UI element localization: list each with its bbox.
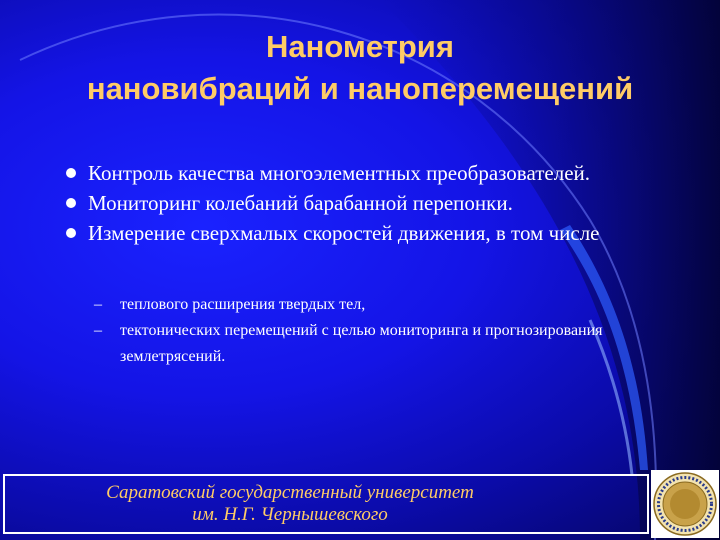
footer-line-1: Саратовский государственный университет — [106, 482, 474, 503]
slide-title — [0, 26, 720, 110]
sub-bullet-item — [92, 318, 692, 370]
sub-bullet-list — [92, 292, 692, 370]
sub-bullet-text: теплового расширения твердых тел, — [120, 296, 366, 313]
bullet-text: Контроль качества многоэлементных преобразователей. — [88, 161, 591, 185]
bullet-dot-icon — [66, 168, 76, 178]
bullet-text: Измерение сверхмалых скоростей движения, в том числе — [88, 221, 600, 245]
footer-box — [3, 474, 649, 534]
title-line-2: нановибраций и наноперемещений — [86, 71, 634, 106]
title-line-1: Нанометрия — [266, 29, 454, 64]
footer-text — [5, 482, 575, 526]
bullet-item — [62, 220, 702, 246]
bullet-dot-icon — [66, 198, 76, 208]
university-seal-icon — [651, 470, 719, 538]
sub-bullet-text: тектонических перемещений с целью мониторинга и прогнозирования землетрясений. — [120, 322, 603, 365]
bullet-dot-icon — [66, 228, 76, 238]
bullet-list — [62, 160, 702, 250]
dash-icon: – — [94, 322, 102, 339]
sub-bullet-item — [92, 292, 692, 318]
dash-icon: – — [94, 296, 102, 313]
bullet-item — [62, 160, 702, 186]
bullet-item — [62, 190, 702, 216]
bullet-text: Мониторинг колебаний барабанной перепонки. — [88, 191, 513, 215]
footer-line-2: им. Н.Г. Чернышевского — [192, 504, 388, 525]
